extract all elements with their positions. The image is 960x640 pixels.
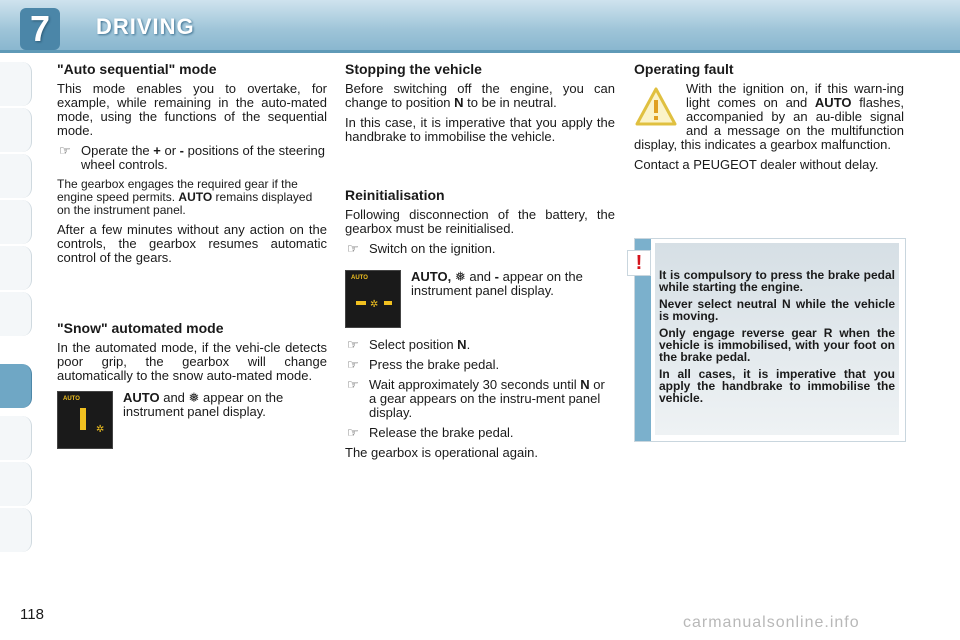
pointing-hand-icon: ☞ — [347, 241, 359, 256]
chapter-tab[interactable] — [0, 416, 32, 460]
reinit-display-row: AUTO ✲ AUTO, ❅ and - appear on the instrument panel display. — [345, 270, 615, 328]
chapter-tab[interactable] — [0, 246, 32, 290]
list-item: ☞ Select position N. — [347, 337, 471, 352]
header-divider — [0, 50, 960, 53]
svg-text:✲: ✲ — [96, 424, 105, 435]
chapter-tab[interactable] — [0, 292, 32, 336]
warning-triangle-icon — [634, 86, 678, 128]
chapter-tabs — [0, 62, 32, 582]
paragraph: With the ignition on, if this warn-ing light comes on and AUTO flashes, accompanied by an au-dible signal and a message on the multifunction display, this indicates a gearbox malfunction. — [634, 81, 904, 152]
chapter-tab-active[interactable] — [0, 364, 32, 408]
list-item: ☞ Wait approximately 30 seconds until N or a gear appears on the instru-ment panel display. — [347, 377, 605, 420]
heading-snow-mode: "Snow" automated mode — [57, 320, 224, 336]
heading-auto-sequential: "Auto sequential" mode — [57, 61, 217, 77]
page-number: 118 — [20, 606, 44, 623]
chapter-tab[interactable] — [0, 108, 32, 152]
pointing-hand-icon: ☞ — [347, 425, 359, 440]
chapter-tab[interactable] — [0, 154, 32, 198]
watermark: carmanualsonline.info — [683, 614, 860, 631]
column-right — [634, 62, 904, 178]
list-item: ☞ Release the brake pedal. — [347, 425, 514, 440]
pointing-hand-icon: ☞ — [347, 357, 359, 372]
paragraph: In this case, it is imperative that you apply the handbrake to immobilise the vehicle. — [345, 115, 615, 144]
column-left — [57, 62, 327, 449]
list-item: ☞ Press the brake pedal. — [347, 357, 500, 372]
instrument-panel-snow-icon: AUTO ✲ — [57, 391, 113, 449]
instrument-panel-reinit-icon: AUTO ✲ — [345, 270, 401, 328]
chapter-tab[interactable] — [0, 462, 32, 506]
svg-text:✲: ✲ — [370, 299, 379, 310]
list-item: ☞ Switch on the ignition. — [347, 241, 496, 256]
column-middle — [345, 62, 615, 466]
chapter-title: DRIVING — [96, 14, 195, 39]
chapter-tab[interactable] — [0, 62, 32, 106]
heading-reinitialisation: Reinitialisation — [345, 187, 445, 203]
paragraph: Contact a PEUGEOT dealer without delay. — [634, 157, 879, 172]
snow-display-row: AUTO ✲ AUTO and ❅ appear on the instrument panel display. — [57, 391, 327, 449]
pointing-hand-icon: ☞ — [347, 377, 359, 392]
pointing-hand-icon: ☞ — [347, 337, 359, 352]
paragraph: The gearbox engages the required gear if the engine speed permits. AUTO remains displayed on the instrument panel. — [57, 177, 313, 217]
paragraph: This mode enables you to overtake, for example, while remaining in the auto-mated mode, using the functions of the sequential mode. — [57, 81, 327, 138]
paragraph: Before switching off the engine, you can change to position N to be in neutral. — [345, 81, 615, 110]
reinit-display-icon — [346, 271, 400, 327]
paragraph: After a few minutes without any action on the controls, the gearbox resumes automatic control of the gears. — [57, 222, 327, 265]
chapter-number: 7 — [20, 8, 60, 50]
chapter-tab[interactable] — [0, 200, 32, 244]
snow-display-icon — [58, 392, 112, 448]
heading-operating-fault: Operating fault — [634, 61, 734, 77]
exclamation-icon: ! — [627, 250, 651, 276]
paragraph: The gearbox is operational again. — [345, 445, 538, 460]
warning-text: It is compulsory to press the brake pedal while starting the engine. Never select neutral N while the vehicle is moving. Only engage reverse gear R when the vehicle is immobilised, with your foot on the brake pedal. In all cases, it is imperative that you apply the handbrake to immobilise the vehicle. — [659, 268, 895, 405]
paragraph: Following disconnection of the battery, the gearbox must be reinitialised. — [345, 207, 615, 236]
list-item: ☞ Operate the + or - positions of the steering wheel controls. — [59, 143, 325, 172]
heading-stopping: Stopping the vehicle — [345, 61, 482, 77]
chapter-tab[interactable] — [0, 508, 32, 552]
paragraph: In the automated mode, if the vehi-cle detects poor grip, the gearbox will change automatically to the snow auto-mated mode. — [57, 340, 327, 383]
warning-box — [634, 238, 906, 442]
pointing-hand-icon: ☞ — [59, 143, 71, 158]
